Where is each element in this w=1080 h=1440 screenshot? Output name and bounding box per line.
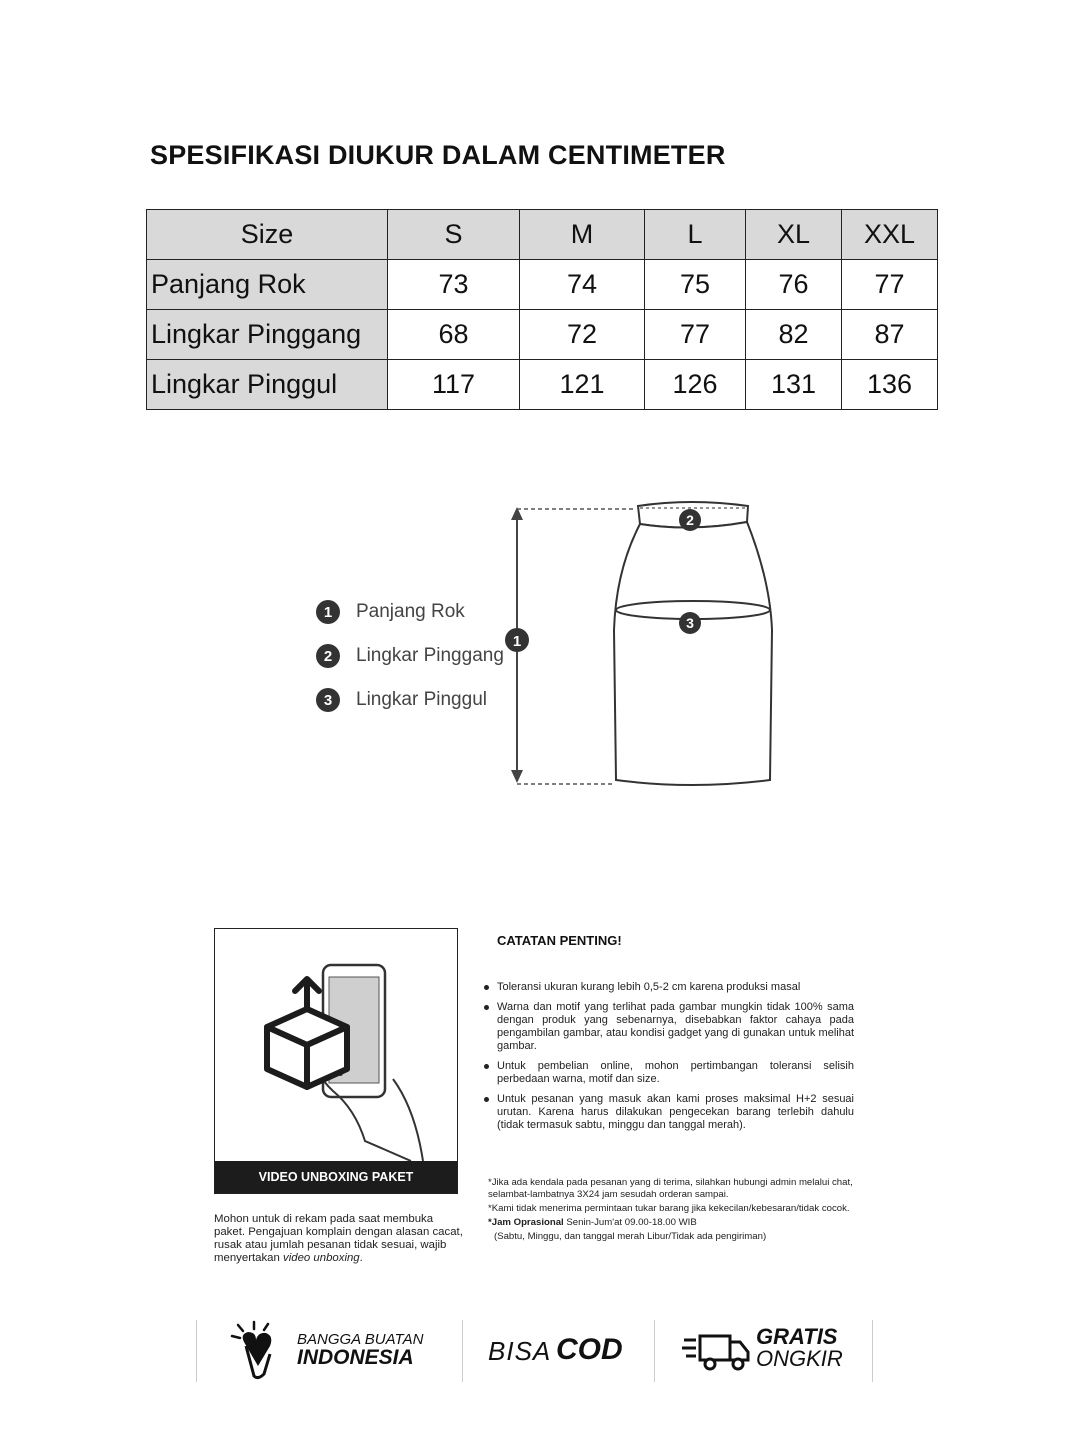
legend-label: Lingkar Pinggul	[356, 689, 487, 710]
footnotes	[488, 1177, 878, 1245]
header-cell: S	[388, 210, 520, 260]
divider	[462, 1320, 463, 1382]
row-label: Panjang Rok	[147, 260, 388, 310]
table-cell: 72	[520, 310, 645, 360]
unboxing-note-end: .	[359, 1252, 363, 1264]
notes-list	[482, 981, 854, 1139]
table-cell: 121	[520, 360, 645, 410]
table-cell: 77	[842, 260, 938, 310]
note-item: Untuk pesanan yang masuk akan kami proses maksimal H+2 sesuai urutan. Karena harus dilakukan pengecekan barang terlebih dahulu (tidak termasuk sabtu, minggu dan tanggal merah).	[482, 1093, 854, 1132]
unboxing-bar: VIDEO UNBOXING PAKET	[215, 1161, 457, 1193]
table-cell: 68	[388, 310, 520, 360]
header-cell: XL	[746, 210, 842, 260]
bisa-label: BISA	[488, 1336, 552, 1366]
table-cell: 74	[520, 260, 645, 310]
number-badge: 2	[316, 644, 340, 668]
notes-title: CATATAN PENTING!	[497, 933, 622, 948]
table-cell: 131	[746, 360, 842, 410]
box-icon	[267, 1009, 347, 1087]
unboxing-illustration	[215, 929, 456, 1161]
number-badge: 3	[316, 688, 340, 712]
skirt-body-shape	[614, 522, 772, 785]
table-cell: 126	[645, 360, 746, 410]
marker-number: 1	[512, 633, 522, 650]
bangga-line2: INDONESIA	[297, 1346, 414, 1369]
header-cell: Size	[147, 210, 388, 260]
cod-label: COD	[556, 1333, 623, 1366]
header-cell: XXL	[842, 210, 938, 260]
footnote: *Kami tidak menerima permintaan tukar barang jika kekecilan/kebesaran/tidak cocok.	[488, 1203, 850, 1214]
table-cell: 77	[645, 310, 746, 360]
table-row	[147, 260, 938, 310]
legend-label: Panjang Rok	[356, 601, 465, 622]
heart-hand-icon	[226, 1320, 286, 1382]
ongkir-label: ONGKIR	[756, 1346, 843, 1371]
table-cell: 87	[842, 310, 938, 360]
hours-note: (Sabtu, Minggu, dan tanggal merah Libur/Tidak ada pengiriman)	[494, 1231, 767, 1242]
table-cell: 136	[842, 360, 938, 410]
unboxing-note-text: Mohon untuk di rekam pada saat membuka paket. Pengajuan komplain dengan alasan cacat, rusak atau jumlah pesanan tidak sesuai, wajib menyertakan	[214, 1213, 463, 1264]
divider	[872, 1320, 873, 1382]
note-item: Warna dan motif yang terlihat pada gambar mungkin tidak 100% sama dengan produk yang sebenarnya, disebabkan faktor cahaya pada pengambilan gambar, atau kondisi gadget yang di gunakan untuk melihat gambar.	[482, 1001, 854, 1053]
marker-number: 2	[686, 512, 694, 528]
marker-number: 3	[686, 615, 694, 631]
table-cell: 75	[645, 260, 746, 310]
spec-title: SPESIFIKASI DIUKUR DALAM CENTIMETER	[150, 140, 726, 170]
table-row	[147, 310, 938, 360]
table-cell: 76	[746, 260, 842, 310]
legend-label: Lingkar Pinggang	[356, 645, 504, 666]
footnote: *Jika ada kendala pada pesanan yang di terima, silahkan hubungi admin melalui chat, selambat-lambatnya 3X24 jam sesudah orderan sampai.	[488, 1177, 853, 1200]
bangga-line1: BANGGA BUATAN	[297, 1331, 424, 1348]
gratis-label: GRATIS	[756, 1324, 838, 1349]
header-cell: M	[520, 210, 645, 260]
footer-badges	[196, 1320, 872, 1382]
table-cell: 73	[388, 260, 520, 310]
header-cell: L	[645, 210, 746, 260]
arrow-down-icon	[511, 770, 523, 783]
arrow-up-icon	[295, 979, 319, 1009]
number-badge: 1	[316, 600, 340, 624]
skirt-measurement-diagram	[300, 490, 800, 800]
operating-hours	[488, 1217, 878, 1229]
hours-label: *Jam Oprasional	[488, 1217, 564, 1228]
unboxing-note	[214, 1213, 466, 1265]
table-cell: 82	[746, 310, 842, 360]
row-label: Lingkar Pinggul	[147, 360, 388, 410]
row-label: Lingkar Pinggang	[147, 310, 388, 360]
note-item: Toleransi ukuran kurang lebih 0,5-2 cm karena produksi masal	[482, 981, 854, 994]
hours-value: Senin-Jum'at 09.00-18.00 WIB	[563, 1217, 697, 1228]
table-row	[147, 360, 938, 410]
unboxing-note-emphasis: video unboxing	[283, 1252, 360, 1264]
divider	[654, 1320, 655, 1382]
table-cell: 117	[388, 360, 520, 410]
size-table	[146, 209, 938, 410]
divider	[196, 1320, 197, 1382]
note-item: Untuk pembelian online, mohon pertimbangan toleransi selisih perbedaan warna, motif dan size.	[482, 1060, 854, 1086]
truck-icon	[682, 1328, 752, 1378]
unboxing-card	[214, 928, 458, 1194]
table-header-row	[147, 210, 938, 260]
